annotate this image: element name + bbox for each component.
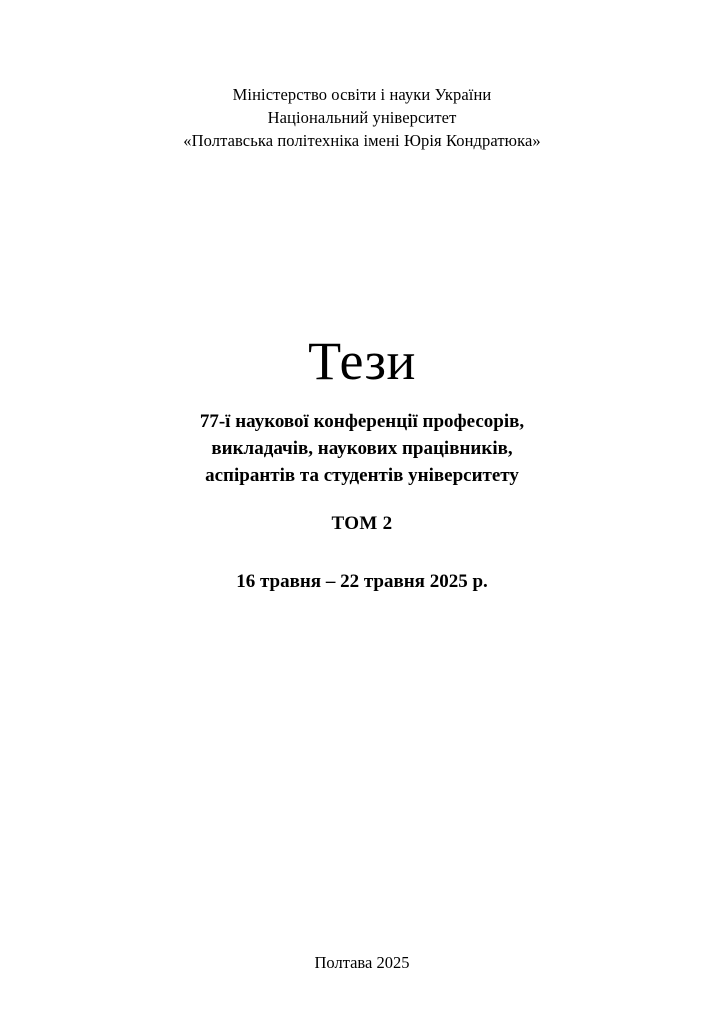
publisher-header	[0, 83, 724, 152]
ministry-line: Міністерство освіти і науки України	[232, 85, 492, 104]
conference-dates: 16 травня – 22 травня 2025 р.	[236, 571, 488, 592]
place-and-year: Полтава 2025	[314, 953, 410, 972]
university-name-line: «Полтавська політехніка імені Юрія Кондратюка»	[183, 131, 541, 150]
volume-label: ТОМ 2	[331, 513, 393, 534]
volume-container	[0, 513, 724, 535]
page-title: Тези	[308, 331, 416, 391]
subtitle-container	[0, 408, 724, 489]
title-container	[0, 330, 724, 392]
subtitle-line-3: аспірантів та студентів університету	[205, 465, 519, 486]
subtitle-line-1: 77-ї наукової конференції професорів,	[199, 411, 525, 432]
footer-container	[0, 953, 724, 973]
subtitle-line-2: викладачів, наукових працівників,	[211, 438, 513, 459]
university-line: Національний університет	[267, 108, 457, 127]
dates-container	[0, 571, 724, 593]
